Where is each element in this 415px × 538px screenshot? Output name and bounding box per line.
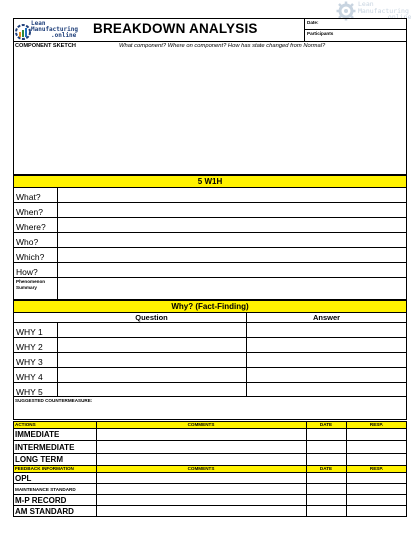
why-line-2 xyxy=(13,352,407,353)
why-table xyxy=(13,312,407,397)
logo-line3: .online xyxy=(51,32,77,40)
w1h-row-which: Which? xyxy=(16,252,45,262)
watermark-line1: Lean xyxy=(358,0,374,8)
participants-field[interactable]: Participants xyxy=(307,31,334,36)
w1h-line-4 xyxy=(13,247,407,248)
feedback-div-2 xyxy=(306,465,307,517)
actions-col-actions: ACTIONS xyxy=(15,422,36,427)
actions-head-line xyxy=(13,428,407,429)
why-label-divider xyxy=(57,322,58,397)
why-row-4: WHY 4 xyxy=(16,372,43,382)
w1h-table xyxy=(13,187,407,300)
why-question-header: Question xyxy=(135,313,168,322)
why-line-1 xyxy=(13,337,407,338)
actions-div-1 xyxy=(96,421,97,466)
feedback-row-am-standard: AM STANDARD xyxy=(15,507,74,516)
action-row-long-term: LONG TERM xyxy=(15,455,63,464)
w1h-row-where: Where? xyxy=(16,222,46,232)
feedback-line-3 xyxy=(13,505,407,506)
why-answer-header: Answer xyxy=(312,313,341,322)
w1h-line-2 xyxy=(13,217,407,218)
feedback-div-1 xyxy=(96,465,97,517)
logo-line1: Lean xyxy=(31,20,46,27)
actions-div-3 xyxy=(346,421,347,466)
feedback-line-2 xyxy=(13,494,407,495)
why-row-3: WHY 3 xyxy=(16,357,43,367)
actions-div-2 xyxy=(306,421,307,466)
w1h-line-5 xyxy=(13,262,407,263)
feedback-col-info: FEEDBACK INFORMATION xyxy=(15,466,74,471)
feedback-line-1 xyxy=(13,483,407,484)
header-divider xyxy=(304,18,305,42)
action-row-immediate: IMMEDIATE xyxy=(15,430,60,439)
why-line-4 xyxy=(13,382,407,383)
watermark-line2: Manufacturing xyxy=(358,6,409,15)
w1h-line-6 xyxy=(13,277,407,278)
page-title: BREAKDOWN ANALYSIS xyxy=(93,21,258,36)
feedback-row-mp-record: M-P RECORD xyxy=(15,496,67,505)
w1h-row-who: Who? xyxy=(16,237,39,247)
feedback-head-line xyxy=(13,472,407,473)
actions-col-resp: RESP. xyxy=(369,422,384,427)
action-row-intermediate: INTERMEDIATE xyxy=(15,443,75,452)
feedback-col-comments: COMMENTS xyxy=(187,466,215,471)
feedback-row-opl: OPL xyxy=(15,474,32,483)
feedback-col-resp: RESP. xyxy=(369,466,384,471)
actions-line-1 xyxy=(13,440,407,441)
w1h-row-when: When? xyxy=(16,207,43,217)
phenomenon-label-line2: Summary xyxy=(16,285,37,290)
countermeasure-label: SUGGESTED COUNTERMEASURE: xyxy=(15,398,93,403)
why-row-1: WHY 1 xyxy=(16,327,43,337)
w1h-row-how: How? xyxy=(16,267,38,277)
why-row-5: WHY 5 xyxy=(16,387,43,397)
actions-col-comments: COMMENTS xyxy=(187,422,215,427)
why-colhead-line xyxy=(13,322,407,323)
component-sketch-area[interactable] xyxy=(13,41,407,175)
header-split xyxy=(304,29,407,30)
w1h-col-divider xyxy=(57,187,58,300)
w1h-header-label: 5 W1H xyxy=(197,177,223,186)
actions-line-2 xyxy=(13,453,407,454)
why-line-3 xyxy=(13,367,407,368)
why-row-2: WHY 2 xyxy=(16,342,43,352)
w1h-line-3 xyxy=(13,232,407,233)
component-sketch-label: COMPONENT SKETCH xyxy=(15,43,76,49)
why-qa-divider xyxy=(246,312,247,397)
watermark-line3: .online xyxy=(384,13,412,21)
w1h-line-1 xyxy=(13,202,407,203)
logo xyxy=(15,21,85,40)
breakdown-analysis-form xyxy=(13,18,407,517)
logo-line2: Manufacturing xyxy=(31,26,78,34)
w1h-row-what: What? xyxy=(16,192,41,202)
phenomenon-summary-label xyxy=(16,279,45,291)
maintenance-standard-label: MAINTENANCE STANDARD xyxy=(15,487,76,492)
feedback-div-3 xyxy=(346,465,347,517)
why-header-label: Why? (Fact-Finding) xyxy=(171,302,249,311)
component-sketch-prompt: What component? Where on component? How has state changed from Normal? xyxy=(119,43,326,49)
logo-chart-icon xyxy=(15,24,31,40)
feedback-col-date: DATE xyxy=(319,466,333,471)
phenomenon-label-line1: Phenomenon xyxy=(16,279,46,284)
actions-col-date: DATE xyxy=(319,422,333,427)
date-field[interactable]: Date: xyxy=(307,20,319,25)
